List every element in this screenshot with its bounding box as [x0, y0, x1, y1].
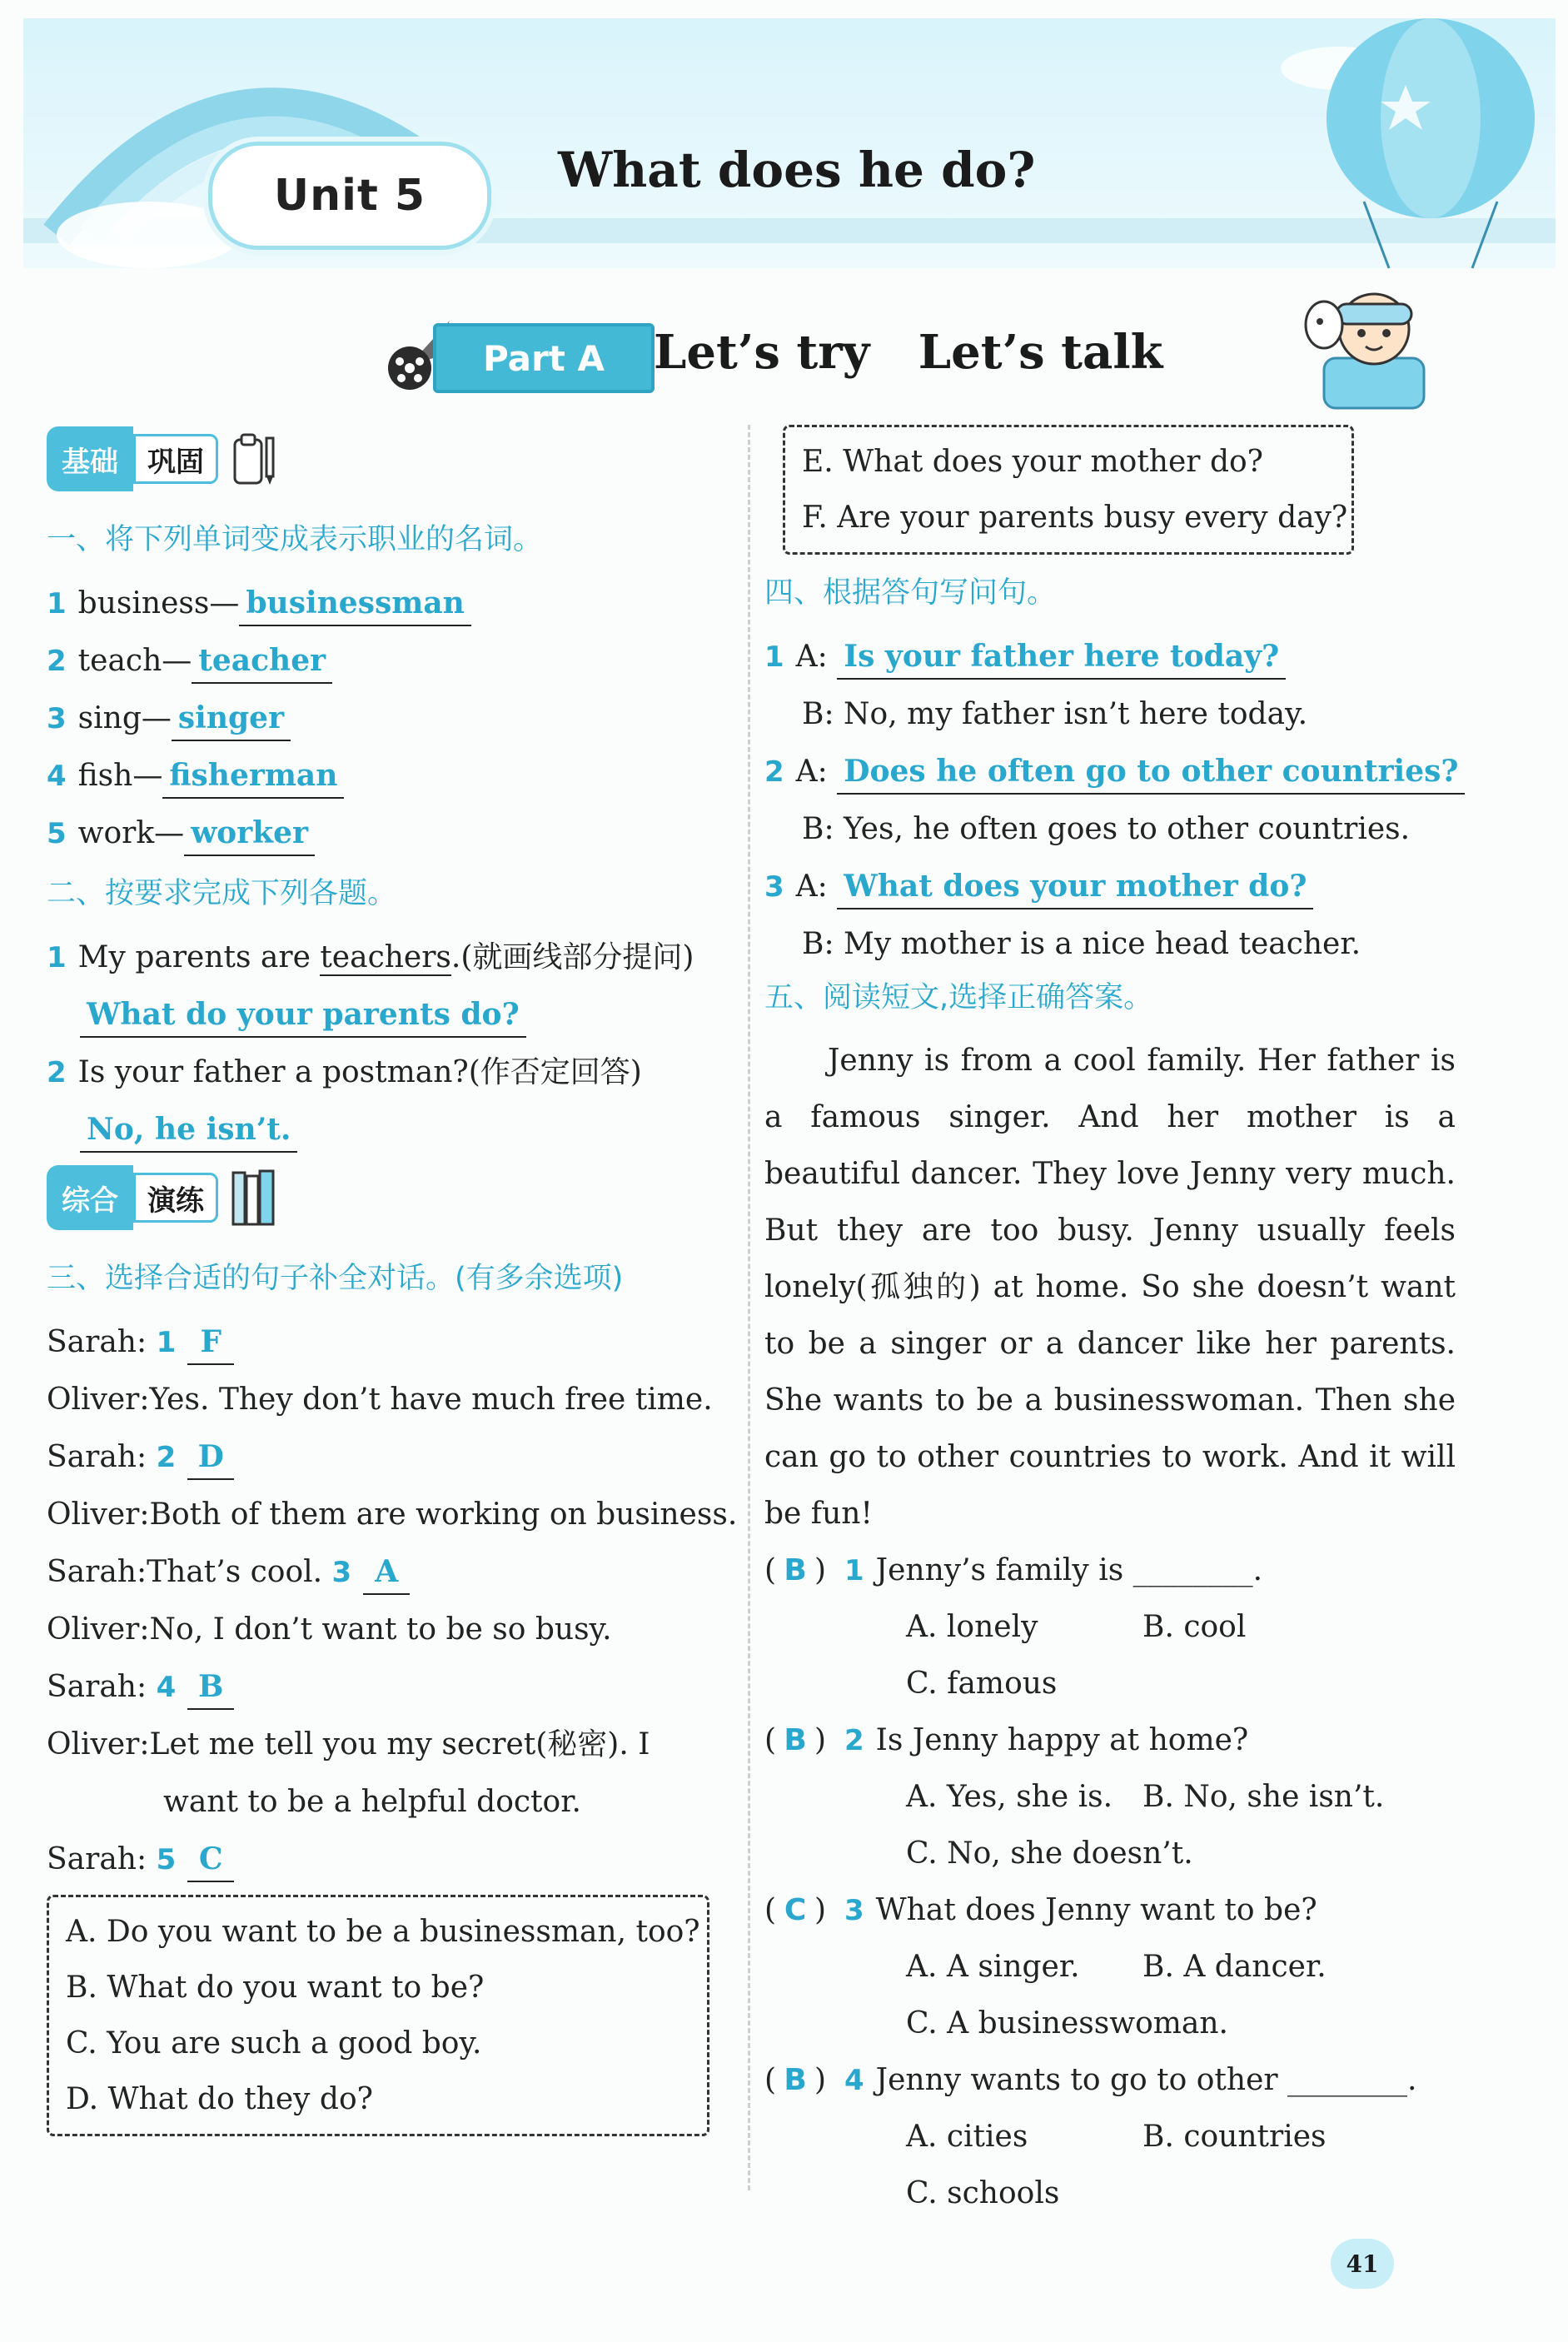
dialog-line	[47, 1313, 729, 1371]
option-b[interactable]: B. countries	[1142, 2120, 1327, 2154]
speaker: Oliver:	[47, 1612, 150, 1647]
answer-blank[interactable]: Is your father here today?	[837, 635, 1286, 680]
section-tag-practice	[47, 1164, 280, 1232]
mc-options	[764, 1656, 1456, 1712]
answer-blank[interactable]: businessman	[239, 581, 471, 626]
speaker: Oliver:	[47, 1727, 150, 1761]
item-number: 2	[764, 755, 784, 789]
lesson-title: Let’s try Let’s talk	[654, 325, 1163, 380]
answer-blank[interactable]: worker	[184, 811, 315, 856]
item-number: 1	[156, 1326, 177, 1359]
option-item: F. Are your parents busy every day?	[802, 501, 1348, 535]
options-box-continued	[783, 425, 1354, 555]
dialog-text: That’s cool.	[147, 1555, 332, 1589]
speaker: Sarah:	[47, 1555, 147, 1589]
section-tag-basic	[47, 425, 280, 493]
option-a[interactable]: A. A singer.	[906, 1950, 1080, 1984]
section-2-heading: 二、按要求完成下列各题。	[47, 877, 397, 910]
option-c[interactable]: C. famous	[906, 1667, 1058, 1701]
unit-title: What does he do?	[558, 142, 1036, 198]
dialog-text: Yes. They don’t have much free time.	[149, 1383, 713, 1417]
question-text: Jenny wants to go to other ________.	[875, 2063, 1417, 2097]
option-item: A. Do you want to be a businessman, too?	[66, 1915, 700, 1949]
dialog-text: want to be a helpful doctor.	[163, 1785, 581, 1819]
option-c[interactable]: C. No, she doesn’t.	[906, 1836, 1193, 1871]
unit-label: Unit 5	[208, 142, 491, 250]
option-item: C. You are such a good boy.	[66, 2026, 482, 2060]
item-word: teach—	[77, 644, 192, 678]
option-item: B. What do you want to be?	[66, 1971, 485, 2005]
answer-paren[interactable]: ( B )	[764, 1712, 844, 1769]
answer-blank[interactable]: B	[187, 1665, 234, 1710]
speaker-a: A:	[795, 640, 828, 674]
option-c[interactable]: C. schools	[906, 2176, 1060, 2210]
question-line	[764, 743, 1459, 800]
mc-question	[764, 1882, 1456, 1939]
item-number: 3	[764, 870, 784, 904]
underlined-word: teachers	[320, 940, 451, 974]
item-word: fish—	[77, 759, 163, 793]
mc-options	[764, 2109, 1456, 2165]
option-b[interactable]: B. A dancer.	[1142, 1950, 1327, 1984]
right-column	[764, 425, 1459, 2222]
option-b[interactable]: B. No, she isn’t.	[1142, 1780, 1385, 1814]
speaker-b-text: B: My mother is a nice head teacher.	[802, 927, 1361, 961]
speaker-b-text: B: Yes, he often goes to other countries.	[802, 812, 1411, 846]
item-number: 1	[47, 941, 67, 974]
option-b[interactable]: B. cool	[1142, 1610, 1247, 1644]
mc-options	[764, 1599, 1456, 1656]
dialog-line	[47, 1658, 729, 1716]
dialog-text: Let me tell you my secret(秘密). I	[149, 1727, 650, 1761]
question-line	[47, 1044, 729, 1101]
question-text: Jenny’s family is ________.	[875, 1553, 1263, 1587]
speaker-a: A:	[795, 755, 828, 789]
item-number: 2	[47, 1056, 67, 1089]
speaker: Oliver:	[47, 1497, 150, 1532]
mc-options	[764, 1996, 1456, 2052]
answer-letter: B	[784, 1553, 807, 1587]
answer-blank[interactable]: teacher	[192, 639, 332, 684]
answer-line	[764, 915, 1456, 973]
part-heading-row	[383, 316, 1299, 391]
answer-line	[764, 800, 1456, 858]
item-number: 3	[844, 1894, 864, 1927]
speaker: Sarah:	[47, 1325, 147, 1359]
clipboard-pencil-icon	[230, 430, 280, 488]
dialog-line	[47, 1371, 729, 1428]
left-column	[47, 425, 738, 2136]
mc-question	[764, 1712, 1456, 1769]
section-1-heading: 一、将下列单词变成表示职业的名词。	[47, 523, 543, 556]
item-number: 3	[331, 1556, 352, 1589]
answer-blank[interactable]: singer	[172, 696, 291, 741]
speaker-b-text: B: No, my father isn’t here today.	[802, 697, 1308, 731]
answer-letter: B	[784, 1723, 807, 1757]
list-item	[47, 805, 729, 862]
answer-line	[47, 986, 729, 1044]
section-5-heading: 五、阅读短文,选择正确答案。	[764, 981, 1153, 1014]
item-number: 3	[47, 702, 67, 735]
question-line	[764, 628, 1456, 685]
dialog-line	[47, 1831, 729, 1888]
list-item	[47, 747, 729, 805]
dialog-line	[47, 1601, 729, 1658]
mc-options	[764, 1939, 1456, 1996]
mc-question	[764, 1542, 1456, 1599]
column-divider	[748, 425, 750, 2190]
item-number: 4	[47, 760, 67, 793]
mc-options	[764, 1826, 1456, 1882]
list-item	[47, 575, 729, 632]
dialog-line	[47, 1543, 729, 1601]
passage-text: Jenny is from a cool family. Her father is a famous singer. And her mother is a beautiful dancer. They love Jenny very much. But they are too busy. Jenny usually feels lonely(孤独的) at home. So she doesn’t want to be a singer or a dancer like her parents. She wants to be a businesswoman. Then she can go to other countries to work. And it will be fun!	[764, 1044, 1456, 1531]
answer-blank[interactable]: C	[187, 1837, 234, 1882]
question-line	[47, 929, 729, 986]
item-number: 2	[156, 1441, 177, 1474]
answer-blank[interactable]: fisherman	[162, 754, 344, 799]
tag-label-a: 综合	[47, 1165, 133, 1230]
question-text: Is your father a postman?(作否定回答)	[77, 1055, 642, 1089]
answer-blank[interactable]: A	[363, 1550, 410, 1595]
question-line	[764, 858, 1456, 915]
dialog-text: Both of them are working on business.	[149, 1497, 738, 1532]
options-box	[47, 1895, 709, 2136]
answer-blank[interactable]: No, he isn’t.	[80, 1108, 297, 1153]
item-number: 1	[844, 1554, 864, 1587]
item-number: 2	[844, 1724, 864, 1757]
answer-blank[interactable]: F	[187, 1320, 234, 1365]
speaker: Oliver:	[47, 1383, 150, 1417]
answer-line	[47, 1101, 729, 1159]
question-text-post: .(就画线部分提问)	[450, 940, 694, 974]
answer-blank[interactable]: Does he often go to other countries?	[837, 750, 1465, 795]
item-number: 2	[47, 645, 67, 678]
question-text: What does Jenny want to be?	[875, 1893, 1317, 1927]
option-a[interactable]: A. cities	[906, 2120, 1028, 2154]
mc-options	[764, 2165, 1456, 2222]
dialog-line	[47, 1428, 729, 1486]
option-c[interactable]: C. A businesswoman.	[906, 2006, 1228, 2041]
option-item: E. What does your mother do?	[802, 445, 1263, 479]
item-number: 5	[156, 1843, 177, 1876]
answer-paren[interactable]: ( B )	[764, 2052, 844, 2109]
option-item: D. What do they do?	[66, 2082, 373, 2116]
item-number: 1	[47, 587, 67, 620]
speaker: Sarah:	[47, 1842, 147, 1876]
books-icon	[230, 1168, 280, 1228]
dialog-line	[47, 1773, 729, 1831]
tag-label-b: 巩固	[133, 434, 218, 484]
speaker: Sarah:	[47, 1440, 147, 1474]
answer-line	[764, 685, 1456, 743]
answer-letter: B	[784, 2063, 807, 2097]
item-number: 4	[156, 1671, 177, 1704]
dialog-line	[47, 1486, 738, 1543]
reading-passage	[764, 1033, 1456, 1542]
item-word: business—	[77, 586, 240, 620]
speaker-a: A:	[795, 870, 828, 904]
answer-paren[interactable]: ( B )	[764, 1542, 844, 1599]
option-a[interactable]: A. Yes, she is.	[906, 1780, 1113, 1814]
option-a[interactable]: A. lonely	[906, 1610, 1038, 1644]
item-word: work—	[77, 816, 185, 850]
tag-label-b: 演练	[133, 1173, 218, 1223]
item-number: 1	[764, 640, 784, 674]
section-4-heading: 四、根据答句写问句。	[764, 576, 1057, 610]
page-number: 41	[1331, 2239, 1394, 2289]
list-item	[47, 690, 729, 747]
answer-paren[interactable]: ( C )	[764, 1882, 844, 1939]
item-number: 5	[47, 817, 67, 850]
tag-label-a: 基础	[47, 426, 133, 491]
answer-blank[interactable]: What does your mother do?	[837, 865, 1313, 909]
part-badge: Part A	[433, 323, 655, 393]
dialog-text: No, I don’t want to be so busy.	[149, 1612, 612, 1647]
mascot-pilot-icon	[1295, 267, 1453, 416]
answer-blank[interactable]: D	[187, 1435, 234, 1480]
answer-blank[interactable]: What do your parents do?	[80, 993, 526, 1038]
item-word: sing—	[77, 701, 172, 735]
list-item	[47, 632, 729, 690]
mc-options	[764, 1769, 1456, 1826]
question-text: Is Jenny happy at home?	[875, 1723, 1249, 1757]
mc-question	[764, 2052, 1456, 2109]
speaker: Sarah:	[47, 1670, 147, 1704]
item-number: 4	[844, 2064, 864, 2097]
question-text-pre: My parents are	[77, 940, 321, 974]
section-3-heading: 三、选择合适的句子补全对话。(有多余选项)	[47, 1262, 624, 1295]
dialog-line	[47, 1716, 729, 1773]
answer-letter: C	[784, 1893, 807, 1927]
